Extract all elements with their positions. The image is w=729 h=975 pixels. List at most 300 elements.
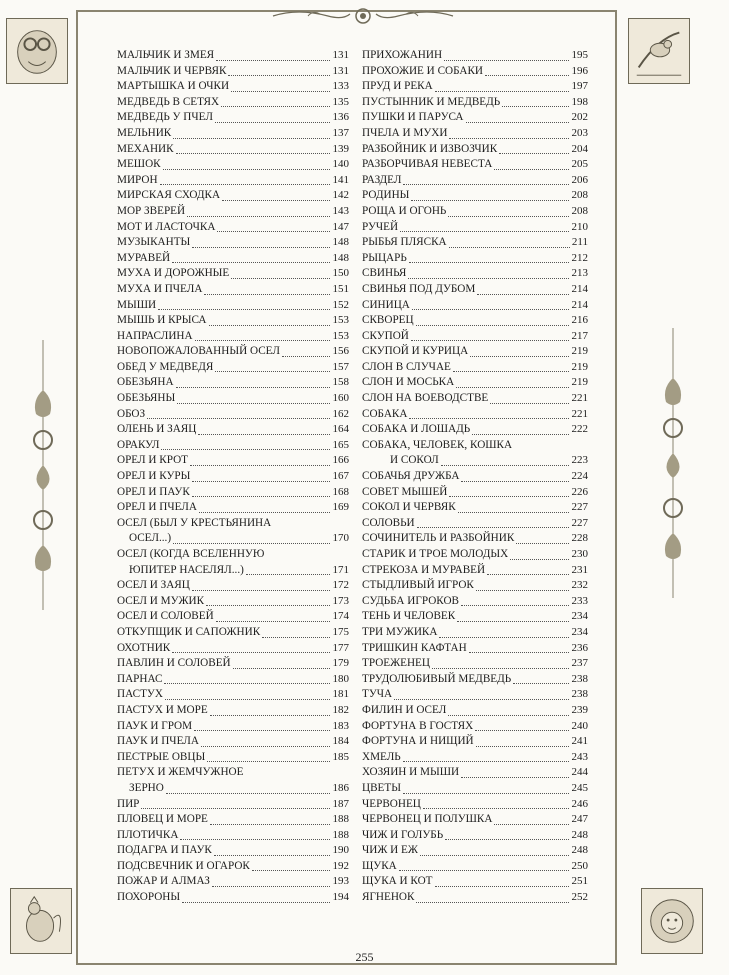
dot-leader [204, 294, 330, 295]
toc-entry-title: РАЗДЕЛ [362, 173, 402, 186]
toc-entry-title: ТРУДОЛЮБИВЫЙ МЕДВЕДЬ [362, 672, 512, 685]
dot-leader [192, 481, 330, 482]
toc-entry-page: 204 [571, 142, 588, 155]
toc-entry-title: ПАСТУХ И МОРЕ [117, 703, 208, 716]
toc-entry [362, 438, 588, 469]
dot-leader [192, 496, 330, 497]
toc-entry-title: ПРУД И РЕКА [362, 80, 433, 93]
toc-entry [117, 874, 349, 890]
toc-entry-title: ПУСТЫННИК И МЕДВЕДЬ [362, 95, 501, 108]
toc-entry [117, 266, 349, 282]
toc-entry-title: СКУПОЙ [362, 329, 409, 342]
dot-leader [469, 652, 569, 653]
dot-leader [412, 309, 569, 310]
toc-entry-title: ЧИЖ И ГОЛУБЬ [362, 828, 444, 841]
toc-entry [362, 329, 588, 345]
dot-leader [487, 574, 569, 575]
toc-entry [362, 251, 588, 267]
toc-entry-title: НАПРАСЛИНА [117, 329, 193, 342]
toc-entry-title: ПРИХОЖАНИН [362, 49, 443, 61]
toc-entry-page: 216 [571, 314, 588, 327]
toc-entry-title: СЛОН В СЛУЧАЕ [362, 360, 451, 373]
toc-entry-page: 219 [571, 376, 588, 389]
toc-entry [362, 48, 588, 64]
dot-leader [475, 730, 569, 731]
toc-entry-title: СЛОН И МОСЬКА [362, 376, 455, 389]
toc-entry [362, 407, 588, 423]
toc-entry-page: 171 [332, 563, 349, 576]
toc-entry [117, 235, 349, 251]
dot-leader [201, 746, 330, 747]
toc-entry-title: ПАВЛИН И СОЛОВЕЙ [117, 657, 231, 670]
toc-entry-title: СОЛОВЬИ [362, 516, 415, 529]
toc-entry-title: ПЕТУХ И ЖЕМЧУЖНОЕ [117, 766, 244, 779]
toc-entry-title: РОДИНЫ [362, 189, 410, 202]
toc-entry-page: 233 [571, 594, 588, 607]
toc-entry-title: ПОДАГРА И ПАУК [117, 844, 212, 857]
toc-entry [117, 79, 349, 95]
toc-entry [117, 453, 349, 469]
toc-entry-page: 236 [571, 641, 588, 654]
toc-entry-page: 219 [571, 345, 588, 358]
toc-entry [362, 578, 588, 594]
dot-leader [221, 106, 330, 107]
dot-leader [403, 761, 569, 762]
toc-entry-page: 152 [332, 298, 349, 311]
toc-entry-page: 243 [571, 750, 588, 763]
dot-leader [231, 91, 330, 92]
toc-entry [117, 110, 349, 126]
toc-entry-title: ОБЕД У МЕДВЕДЯ [117, 360, 214, 373]
dot-leader [439, 637, 569, 638]
toc-entry [362, 828, 588, 844]
toc-entry [362, 298, 588, 314]
dot-leader [217, 231, 330, 232]
toc-entry [362, 625, 588, 641]
dot-leader [246, 574, 330, 575]
toc-entry-title: МЕЛЬНИК [117, 126, 172, 139]
dot-leader [215, 122, 330, 123]
toc-entry-title: ОТКУПЩИК И САПОЖНИК [117, 625, 261, 638]
toc-entry-title: ПЧЕЛА И МУХИ [362, 126, 448, 139]
toc-entry [362, 609, 588, 625]
toc-entry [117, 547, 349, 578]
toc-entry-title: ТРИШКИН КАФТАН [362, 641, 467, 654]
toc-entry-title: СОКОЛ И ЧЕРВЯК [362, 501, 456, 514]
toc-entry-page: 252 [571, 891, 588, 904]
toc-entry-title: МОТ И ЛАСТОЧКА [117, 220, 216, 233]
toc-entry [117, 594, 349, 610]
dot-leader [394, 699, 569, 700]
dot-leader [510, 559, 569, 560]
toc-entry-title: СОВЕТ МЫШЕЙ [362, 485, 448, 498]
dot-leader [195, 340, 330, 341]
toc-entry-page: 186 [332, 781, 349, 794]
dot-leader [399, 870, 569, 871]
toc-entry-title: РУЧЕЙ [362, 220, 399, 233]
toc-entry [362, 890, 588, 906]
dot-leader [461, 481, 569, 482]
toc-entry-page: 205 [571, 158, 588, 171]
toc-entry-page: 160 [332, 392, 349, 405]
toc-entry [362, 126, 588, 142]
toc-entry [117, 298, 349, 314]
dot-leader [457, 621, 569, 622]
toc-entry [117, 329, 349, 345]
dot-leader [408, 278, 569, 279]
toc-entry-page: 179 [332, 657, 349, 670]
dot-leader [453, 371, 569, 372]
dot-leader [222, 200, 330, 201]
toc-entry-title: СОБАКА [362, 407, 408, 420]
toc-entry [117, 48, 349, 64]
toc-entry-page: 195 [571, 49, 588, 61]
toc-entry-title: ОСЕЛ И ЗАЯЦ [117, 579, 190, 592]
toc-entry [117, 142, 349, 158]
dot-leader [476, 590, 569, 591]
toc-entry-page: 170 [332, 532, 349, 545]
toc-entry [117, 672, 349, 688]
dot-leader [456, 387, 569, 388]
toc-entry-page: 174 [332, 610, 349, 623]
toc-entry-title: СТЫДЛИВЫЙ ИГРОК [362, 579, 474, 592]
dot-leader [513, 683, 569, 684]
toc-entry-title: СОБАКА, ЧЕЛОВЕК, КОШКА [362, 438, 513, 451]
toc-entry-page: 221 [571, 407, 588, 420]
toc-entry [362, 641, 588, 657]
toc-entry [117, 765, 349, 796]
toc-entry [362, 687, 588, 703]
toc-entry-title: МЕШОК [117, 158, 161, 171]
toc-entry [117, 204, 349, 220]
toc-entry-page: 222 [571, 423, 588, 436]
toc-entry-title: МАЛЬЧИК И ЧЕРВЯК [117, 64, 227, 77]
dot-leader [199, 512, 330, 513]
dot-leader [210, 715, 330, 716]
toc-entry-page: 214 [571, 298, 588, 311]
toc-entry [117, 157, 349, 173]
toc-entry [362, 422, 588, 438]
toc-entry-title: МАРТЫШКА И ОЧКИ [117, 80, 230, 93]
dot-leader [461, 777, 569, 778]
dot-leader [417, 527, 569, 528]
toc-entry-page: 157 [332, 360, 349, 373]
toc-entry-page: 234 [571, 625, 588, 638]
toc-entry-title: ЧЕРВОНЕЦ [362, 797, 421, 810]
toc-entry-page: 234 [571, 610, 588, 623]
dot-leader [409, 262, 569, 263]
toc-entry-page: 167 [332, 470, 349, 483]
toc-entry-page: 247 [571, 813, 588, 826]
dot-leader [444, 60, 569, 61]
toc-entry-title: ОСЕЛ...) [129, 532, 172, 545]
toc-entry-title: ХОЗЯИН И МЫШИ [362, 766, 460, 779]
right-side-ornament [660, 328, 686, 598]
toc-entry-title: СКВОРЕЦ [362, 314, 414, 327]
dot-leader [180, 839, 330, 840]
toc-entry-title: ЧИЖ И ЕЖ [362, 844, 418, 857]
toc-entry-title: МУРАВЕЙ [117, 251, 171, 264]
dot-leader [403, 184, 569, 185]
dot-leader [445, 839, 569, 840]
toc-entry-title: ТЕНЬ И ЧЕЛОВЕК [362, 610, 456, 623]
toc-entry [362, 391, 588, 407]
toc-entry-title: ПОХОРОНЫ [117, 891, 181, 904]
dot-leader [190, 465, 330, 466]
toc-entry-page: 206 [571, 173, 588, 186]
toc-entry-page: 238 [571, 688, 588, 701]
toc-entry-title: ПАУК И ГРОМ [117, 719, 193, 732]
toc-entry-title: СТАРИК И ТРОЕ МОЛОДЫХ [362, 548, 509, 560]
toc-entry-page: 142 [332, 189, 349, 202]
toc-entry-page: 183 [332, 719, 349, 732]
dot-leader [252, 870, 330, 871]
toc-entry-title: СОЧИНИТЕЛЬ И РАЗБОЙНИК [362, 532, 515, 545]
toc-entry [362, 843, 588, 859]
dot-leader [449, 496, 569, 497]
toc-entry-page: 166 [332, 454, 349, 467]
dot-leader [476, 746, 569, 747]
dot-leader [435, 91, 569, 92]
toc-entry [362, 500, 588, 516]
toc-entry-page: 133 [332, 80, 349, 93]
toc-entry-title: ОСЕЛ (КОГДА ВСЕЛЕННУЮ [117, 548, 265, 560]
toc-entry-title: ЩУКА [362, 859, 397, 872]
toc-entry-title: МЫШЬ И КРЫСА [117, 314, 207, 327]
toc-entry [362, 516, 588, 532]
toc-entry-title: ФИЛИН И ОСЕЛ [362, 703, 447, 716]
toc-entry [362, 734, 588, 750]
toc-entry-page: 165 [332, 438, 349, 451]
dot-leader [177, 403, 330, 404]
toc-entry [117, 641, 349, 657]
toc-entry-page: 173 [332, 594, 349, 607]
dot-leader [158, 309, 330, 310]
toc-entry-title: СКУПОЙ И КУРИЦА [362, 345, 469, 358]
toc-entry-page: 213 [571, 267, 588, 280]
toc-entry [117, 438, 349, 454]
toc-entry-page: 208 [571, 204, 588, 217]
toc-entry-page: 198 [571, 95, 588, 108]
dot-leader [173, 138, 330, 139]
dot-leader [449, 138, 569, 139]
toc-entry-title: ФОРТУНА В ГОСТЯХ [362, 719, 474, 732]
toc-entry [117, 220, 349, 236]
toc-entry-title: МОР ЗВЕРЕЙ [117, 204, 186, 217]
toc-entry [362, 375, 588, 391]
toc-entry-page: 168 [332, 485, 349, 498]
rooster-vignette-image [10, 888, 72, 954]
page-number: 255 [355, 950, 374, 964]
toc-entry [117, 485, 349, 501]
toc-entry [117, 843, 349, 859]
toc-entry [117, 375, 349, 391]
toc-entry-title: ТРОЕЖЕНЕЦ [362, 657, 430, 670]
toc-entry-page: 224 [571, 470, 588, 483]
toc-entry [362, 874, 588, 890]
toc-entry-title: МУХА И ДОРОЖНЫЕ [117, 267, 230, 280]
toc-entry-title: СЛОН НА ВОЕВОДСТВЕ [362, 392, 489, 405]
toc-entry-title: ЗЕРНО [129, 781, 164, 794]
toc-entry-page: 185 [332, 750, 349, 763]
toc-entry [362, 719, 588, 735]
toc-entry-page: 202 [571, 111, 588, 124]
toc-entry [362, 781, 588, 797]
toc-entry [117, 625, 349, 641]
dot-leader [214, 855, 330, 856]
toc-entry-page: 196 [571, 64, 588, 77]
toc-entry [362, 110, 588, 126]
toc-entry-title: НОВОПОЖАЛОВАННЫЙ ОСЕЛ [117, 345, 280, 358]
toc-entry-title: РАЗБОЙНИК И ИЗВОЗЧИК [362, 142, 498, 155]
toc-entry-title: МЕХАНИК [117, 142, 174, 155]
dot-leader [192, 590, 330, 591]
toc-entry [362, 235, 588, 251]
toc-entry-page: 219 [571, 360, 588, 373]
dot-leader [216, 60, 330, 61]
toc-entry-title: И СОКОЛ [390, 454, 439, 467]
dot-leader [172, 262, 330, 263]
dot-leader [485, 75, 569, 76]
dot-leader [141, 808, 330, 809]
dot-leader [233, 668, 330, 669]
dot-leader [192, 247, 330, 248]
toc-entry-page: 210 [571, 220, 588, 233]
toc-entry [362, 266, 588, 282]
toc-entry-title: ОСЕЛ (БЫЛ У КРЕСТЬЯНИНА [117, 516, 272, 529]
toc-entry [362, 797, 588, 813]
toc-entry-page: 158 [332, 376, 349, 389]
dot-leader [165, 699, 330, 700]
dot-leader [490, 403, 569, 404]
toc-entry-page: 148 [332, 251, 349, 264]
toc-entry-title: ХМЕЛЬ [362, 750, 401, 763]
toc-entry [362, 672, 588, 688]
toc-entry [362, 531, 588, 547]
toc-entry [362, 656, 588, 672]
dot-leader [466, 122, 569, 123]
toc-entry-title: ЩУКА И КОТ [362, 875, 433, 888]
toc-entry-page: 251 [571, 875, 588, 888]
toc-entry-title: ОРЕЛ И ПАУК [117, 485, 190, 498]
dot-leader [262, 637, 330, 638]
toc-entry [362, 547, 588, 563]
toc-entry [117, 734, 349, 750]
dot-leader [207, 761, 330, 762]
dot-leader [516, 543, 569, 544]
dot-leader [160, 184, 330, 185]
toc-entry [362, 220, 588, 236]
toc-entry-title: ОРАКУЛ [117, 438, 160, 451]
top-ornament [268, 6, 458, 26]
toc-entry [117, 500, 349, 516]
toc-entry-title: ОХОТНИК [117, 641, 171, 654]
dot-leader [403, 793, 569, 794]
dot-leader [423, 808, 569, 809]
toc-entry-page: 141 [332, 173, 349, 186]
toc-entry-page: 248 [571, 828, 588, 841]
dot-leader [176, 153, 330, 154]
toc-entry-title: ОБОЗ [117, 407, 146, 420]
toc-entry-page: 212 [571, 251, 588, 264]
toc-entry-page: 214 [571, 282, 588, 295]
toc-entry [362, 594, 588, 610]
dot-leader [441, 465, 569, 466]
dot-leader [494, 824, 569, 825]
toc-entry-title: ОРЕЛ И КРОТ [117, 454, 188, 467]
toc-entry-title: ЮПИТЕР НАСЕЛЯЛ...) [129, 563, 244, 576]
toc-entry-page: 190 [332, 844, 349, 857]
toc-entry-page: 187 [332, 797, 349, 810]
toc-entry-page: 164 [332, 423, 349, 436]
dot-leader [172, 652, 330, 653]
dot-leader [448, 715, 569, 716]
toc-entry [362, 282, 588, 298]
dot-leader [173, 543, 330, 544]
toc-entry-title: ЦВЕТЫ [362, 781, 401, 794]
toc-entry-page: 143 [332, 204, 349, 217]
toc-entry-title: ПАУК И ПЧЕЛА [117, 735, 199, 748]
toc-entry-page: 184 [332, 735, 349, 748]
toc-entry-title: ФОРТУНА И НИЩИЙ [362, 735, 474, 748]
toc-entry [117, 251, 349, 267]
toc-entry-page: 150 [332, 267, 349, 280]
toc-entry [362, 204, 588, 220]
toc-entry [362, 157, 588, 173]
toc-entry-page: 188 [332, 828, 349, 841]
toc-entry-title: ПЛОВЕЦ И МОРЕ [117, 813, 208, 826]
toc-entry [117, 890, 349, 906]
toc-entry-page: 172 [332, 579, 349, 592]
toc-entry-page: 227 [571, 501, 588, 514]
toc-entry-page: 147 [332, 220, 349, 233]
toc-entry-page: 169 [332, 501, 349, 514]
toc-entry [117, 391, 349, 407]
toc-entry [362, 859, 588, 875]
dot-leader [215, 371, 330, 372]
toc-entry-page: 221 [571, 392, 588, 405]
dot-leader [449, 247, 570, 248]
toc-entry [362, 485, 588, 501]
toc-entry [362, 703, 588, 719]
toc-entry [117, 469, 349, 485]
toc-entry-title: СВИНЬЯ [362, 267, 407, 280]
toc-entry [117, 344, 349, 360]
dot-leader [228, 75, 330, 76]
toc-entry-page: 182 [332, 703, 349, 716]
toc-entry-title: МЕДВЕДЬ В СЕТЯХ [117, 95, 220, 108]
bird-vignette-image [628, 18, 690, 84]
toc-entry-title: РОЩА И ОГОНЬ [362, 204, 447, 217]
toc-entry-title: ПЕСТРЫЕ ОВЦЫ [117, 750, 206, 763]
toc-entry [362, 188, 588, 204]
toc-entry [117, 64, 349, 80]
dot-leader [194, 730, 330, 731]
dot-leader [494, 169, 569, 170]
toc-entry-page: 131 [332, 64, 349, 77]
toc-entry [362, 344, 588, 360]
dot-leader [411, 200, 569, 201]
toc-entry-page: 151 [332, 282, 349, 295]
toc-entry-page: 228 [571, 532, 588, 545]
toc-entry-title: ЧЕРВОНЕЦ И ПОЛУШКА [362, 813, 493, 826]
lion-vignette-image [641, 888, 703, 954]
toc-entry-page: 248 [571, 844, 588, 857]
toc-entry-page: 140 [332, 158, 349, 171]
toc-entry-page: 139 [332, 142, 349, 155]
toc-entry [362, 812, 588, 828]
dot-leader [282, 356, 330, 357]
